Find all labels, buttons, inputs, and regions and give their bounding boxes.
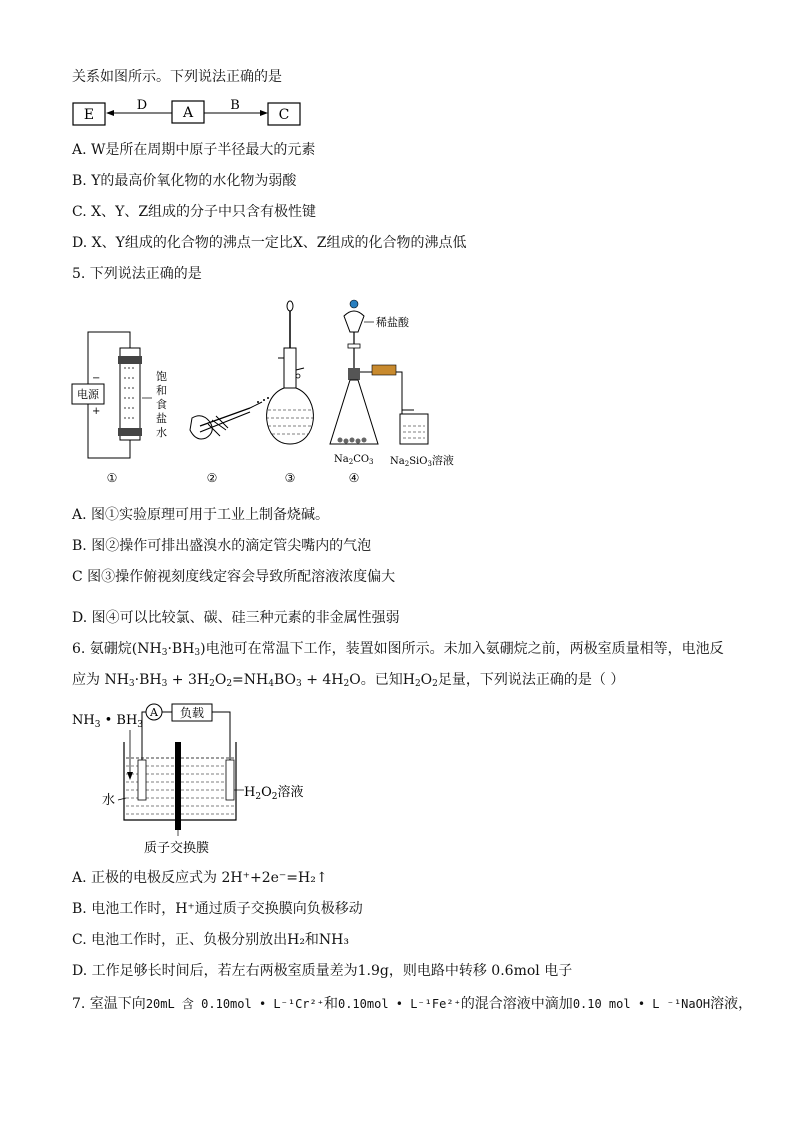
box-e-label: E [83, 107, 95, 123]
power-plus: + [92, 406, 101, 417]
volumetric-flask-figure [266, 301, 314, 485]
h2o2-label: $H_2O_2$溶液 [244, 785, 304, 802]
q4-option-b: B. Y的最高价氧化物的水化物为弱酸 [72, 173, 297, 189]
caption-4: ④ [348, 471, 360, 485]
q4-option-c: C. X、Y、Z组成的分子中只含有极性键 [72, 204, 317, 220]
q6-stem-line1: 6. 氨硼烷$(NH_3\cdot BH_3)$电池可在常温下工作，装置如图所示。未加入氨硼烷之前，两极室质量相等，电池反 [72, 641, 724, 658]
acid-label: 稀盐酸 [376, 316, 409, 329]
brine-char-4: 盐 [156, 412, 167, 425]
box-c-label: C [278, 107, 290, 123]
acid-comparison-figure [330, 300, 454, 485]
q6-battery-figure [72, 700, 332, 860]
arrow-b-label: B [230, 98, 240, 113]
q4-relation-diagram [72, 100, 312, 130]
caption-3: ③ [284, 471, 296, 485]
q6-option-b: B. 电池工作时，H⁺通过质子交换膜向负极移动 [72, 901, 363, 917]
q4-option-a: A. W是所在周期中原子半径最大的元素 [72, 142, 316, 158]
reactant-label: $NH_3$ • $BH_3$ [72, 713, 144, 730]
q4-intro: 关系如图所示。下列说法正确的是 [72, 69, 282, 85]
arrow-d-label: D [136, 98, 148, 113]
ammeter-label: A [150, 706, 158, 719]
q5-option-d: D. 图④可以比较氯、碳、硅三种元素的非金属性强弱 [72, 610, 400, 626]
q4-option-d: D. X、Y组成的化合物的沸点一定比X、Z组成的化合物的沸点低 [72, 235, 467, 251]
q5-option-b: B. 图②操作可排出盛溴水的滴定管尖嘴内的气泡 [72, 538, 372, 554]
brine-char-5: 水 [156, 426, 167, 439]
water-label: 水 [102, 793, 116, 808]
load-label: 负载 [179, 706, 205, 720]
brine-char-2: 和 [156, 384, 167, 397]
brine-char-1: 饱 [156, 370, 167, 383]
q6-option-d: D. 工作足够长时间后，若左右两极室质量差为1.9g，则电路中转移 0.6mol 电子 [72, 963, 573, 979]
na2co3-label: $Na_2CO_3$ [334, 454, 374, 466]
q7-stem: 7. 室温下向20mL 含 0.10mol • L⁻¹Cr²⁺和0.10mol • L⁻¹Fe²⁺的混合溶液中滴加0.10 mol • L ⁻¹NaOH溶液， [72, 996, 753, 1012]
q5-option-a: A. 图①实验原理可用于工业上制备烧碱。 [72, 507, 330, 523]
power-label: 电源 [77, 388, 99, 401]
caption-2: ② [206, 471, 218, 485]
membrane-label: 质子交换膜 [144, 841, 210, 856]
q5-stem: 5. 下列说法正确的是 [72, 266, 202, 282]
caption-1: ① [106, 471, 118, 485]
na2sio3-label: $Na_2SiO_3$溶液 [390, 454, 454, 468]
q6-option-c: C. 电池工作时，正、负极分别放出H₂和NH₃ [72, 932, 350, 948]
electrolysis-apparatus [72, 332, 167, 485]
q5-figure [72, 298, 462, 493]
q6-option-a: A. 正极的电极反应式为 2H⁺+2e⁻=H₂↑ [72, 870, 328, 886]
q5-option-c: C 图③操作俯视刻度线定容会导致所配溶液浓度偏大 [72, 569, 396, 585]
power-minus: − [92, 373, 101, 384]
box-a-label: A [182, 105, 194, 121]
burette-bubble-figure [190, 397, 269, 485]
brine-char-3: 食 [156, 398, 167, 411]
q6-stem-line2: 应为 $NH_3\cdot BH_3 + 3H_2O_2=NH_4BO_3 + 4H_2O$。已知$H_2O_2$足量，下列说法正确的是（ ） [72, 672, 625, 689]
